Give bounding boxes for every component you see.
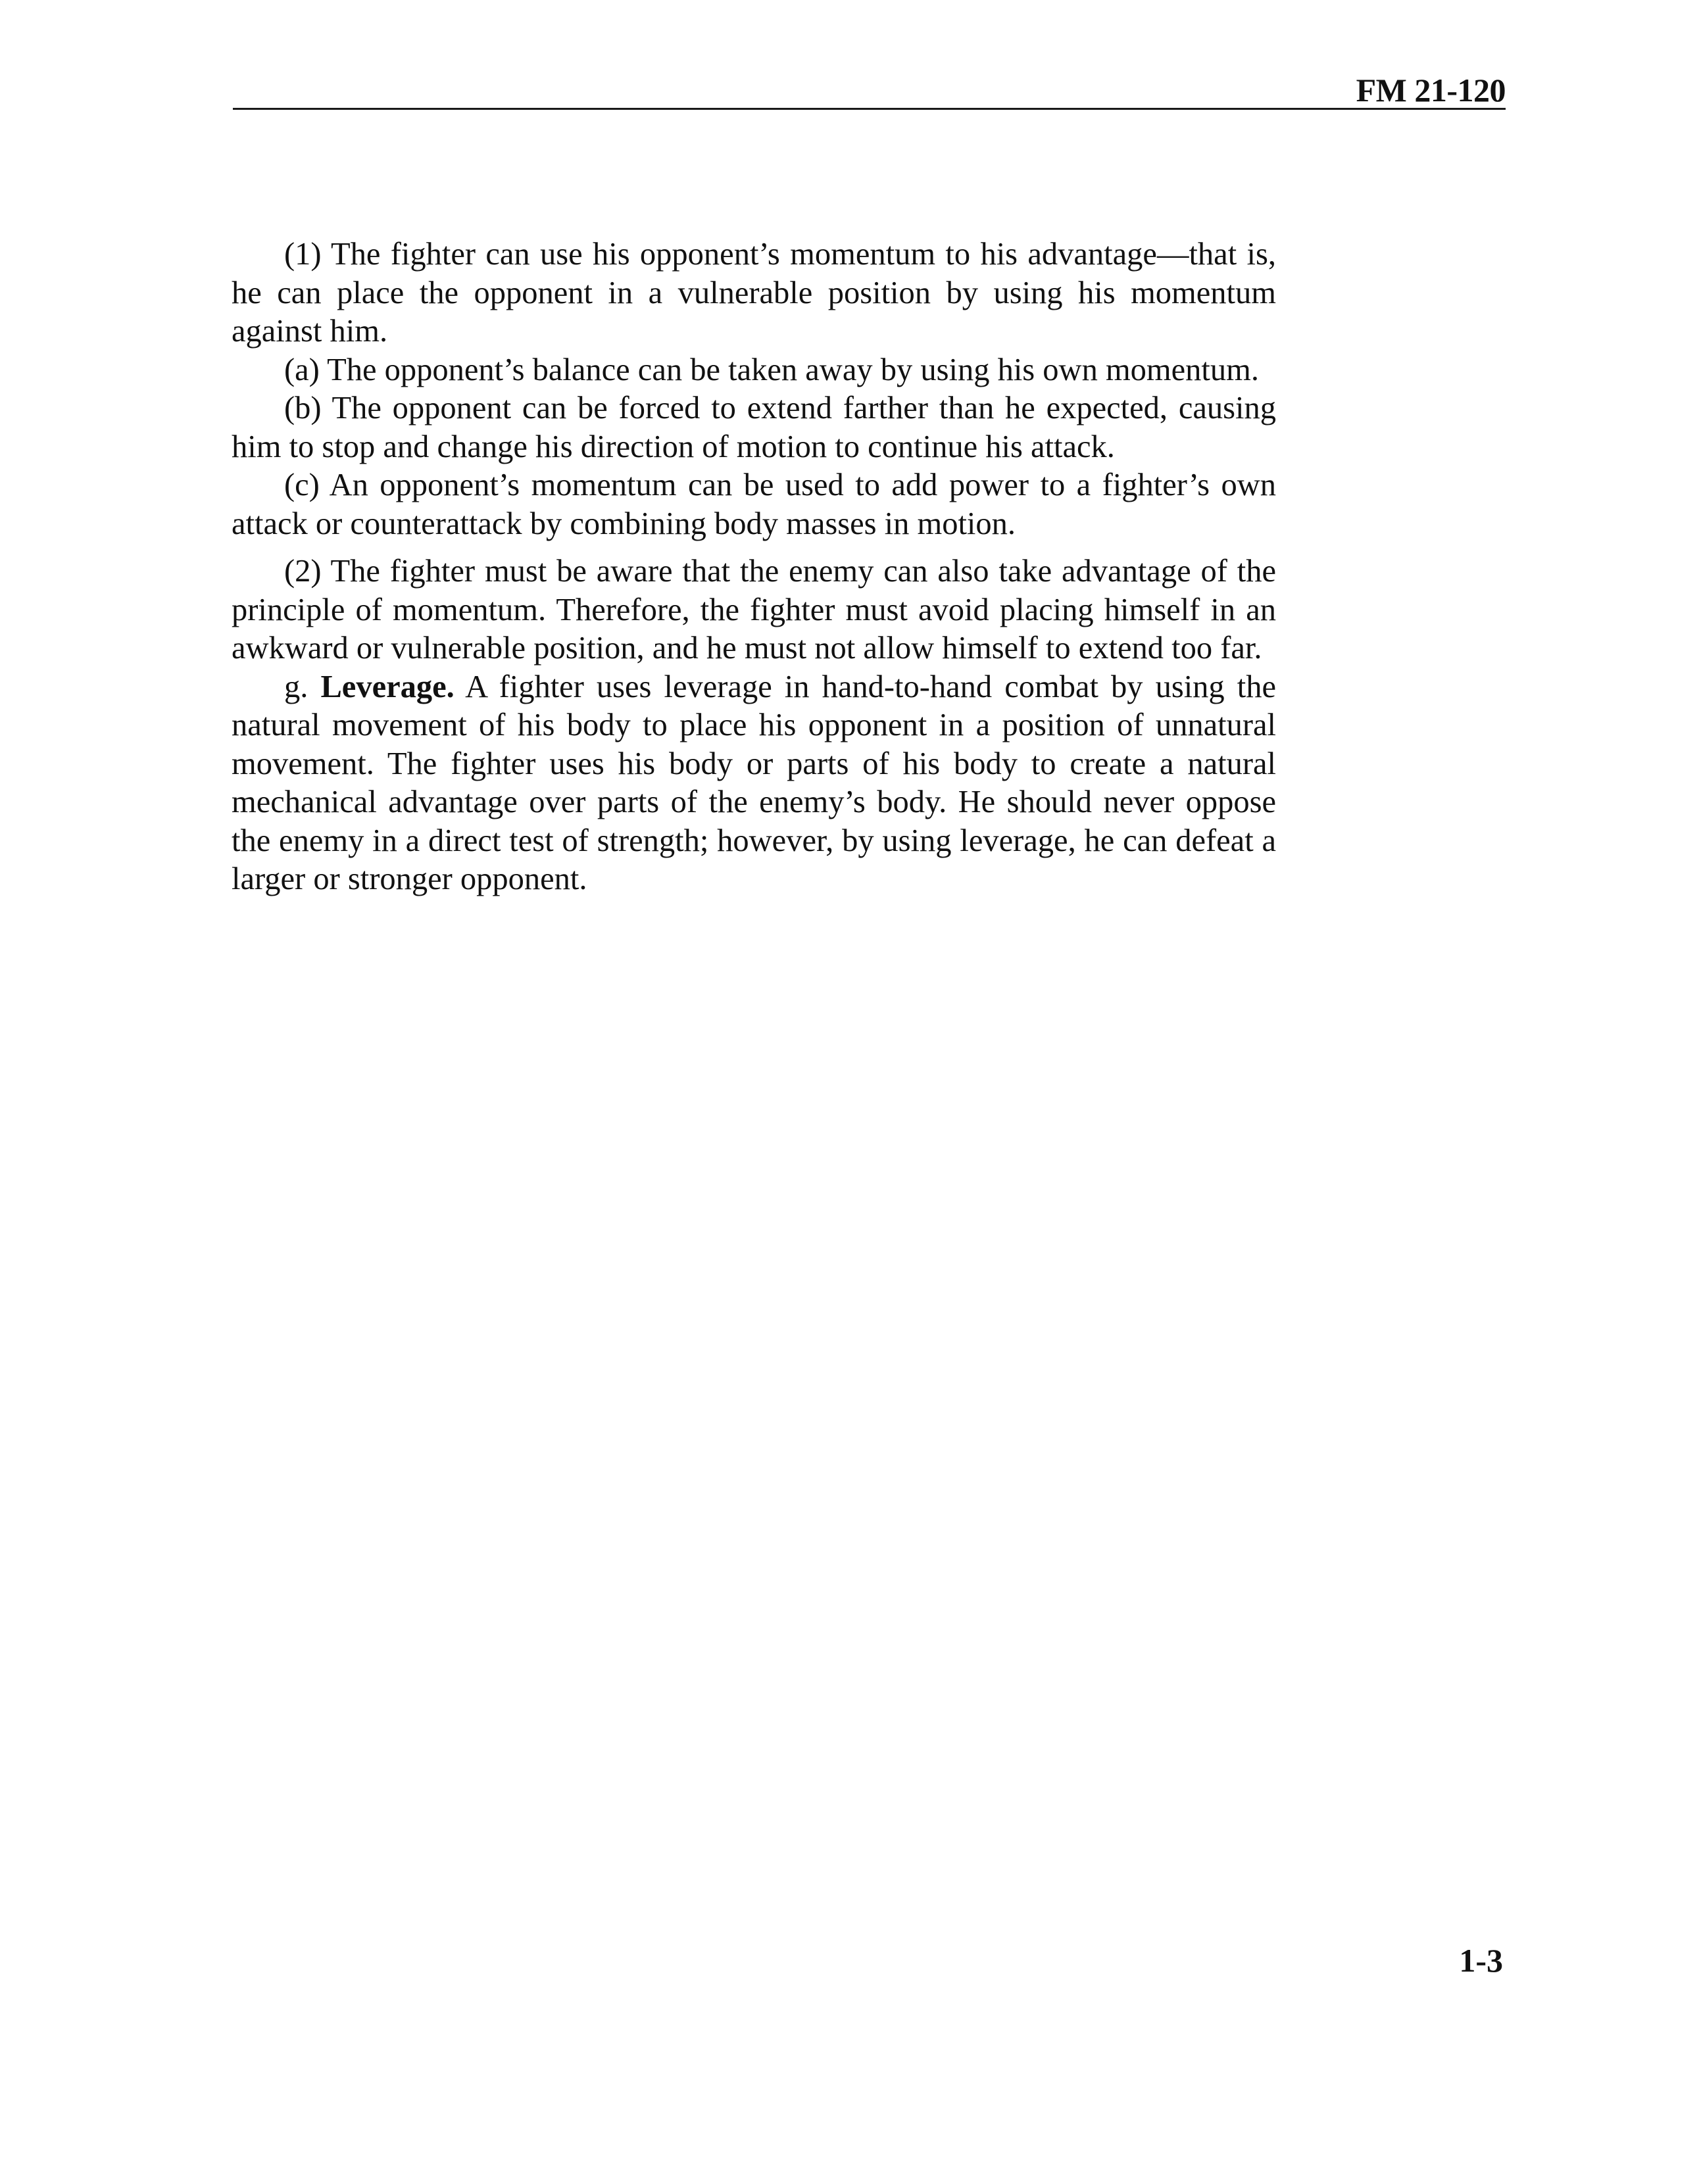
paragraph-1: (1) The fighter can use his opponent’s momentum to his advantage—that is, he can place the opponent in a vulnerable position by using his momentum against him. [232,237,1276,349]
paragraph-g [232,668,1276,899]
paragraph-1c: (c) An opponent’s momentum can be used to add power to a fighter’s own attack or counterattack by combining body masses in motion. [232,468,1276,541]
page-number: 1-3 [1459,1942,1503,1979]
manual-id: FM 21-120 [1356,72,1506,109]
page-body [232,235,1276,899]
header-rule [233,108,1506,110]
paragraph-1b: (b) The opponent can be forced to extend farther than he expected, causing him to stop and change his direction of motion to continue his attack. [232,391,1276,464]
paragraph-g-prefix: g. [284,669,321,704]
paragraph-g-text: A fighter uses leverage in hand-to-hand combat by using the natural movement of his body to place his opponent in a position of unnatural movement. The fighter uses his body or parts of his body to create a natural mechanical advantage over parts of the enemy’s body. He should never oppose the enemy in a direct test of strength; however, by using leverage, he can defeat a larger or stronger opponent. [232,669,1276,896]
paragraph-2: (2) The fighter must be aware that the enemy can also take advantage of the principle of momentum. Therefore, the fighter must avoid placing himself in an awkward or vulnerable position, and he must not allow himself to extend too far. [232,554,1276,666]
paragraph-g-heading: Leverage. [320,669,455,704]
paragraph-1a: (a) The opponent’s balance can be taken away by using his own momentum. [284,352,1259,387]
